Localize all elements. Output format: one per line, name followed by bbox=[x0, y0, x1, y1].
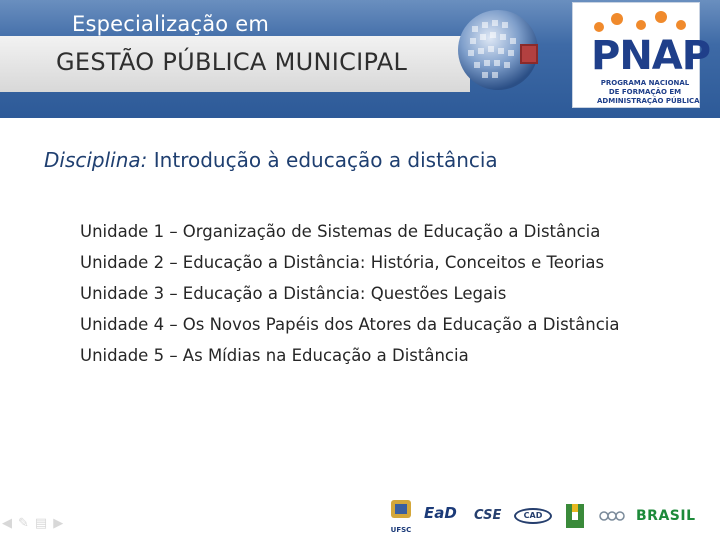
prev-slide-icon[interactable]: ◀ bbox=[2, 516, 12, 531]
pnap-logo bbox=[572, 2, 711, 108]
u-emblem-icon bbox=[564, 502, 586, 530]
list-item: Unidade 5 – As Mídias na Educação a Distância bbox=[80, 346, 469, 365]
pen-icon[interactable]: ✎ bbox=[18, 516, 29, 531]
discipline-label: Disciplina: bbox=[44, 148, 148, 172]
pnap-logo-line2: DE FORMAÇÃO EM bbox=[608, 88, 682, 96]
pnap-logo-line1: PROGRAMA NACIONAL bbox=[600, 79, 690, 87]
discipline-heading bbox=[44, 148, 498, 172]
header-subtitle: Especialização em bbox=[72, 12, 269, 36]
capes-logo bbox=[598, 506, 626, 526]
header-title: GESTÃO PÚBLICA MUNICIPAL bbox=[56, 48, 408, 76]
pnap-figures-icon bbox=[593, 11, 689, 33]
partner-logos bbox=[384, 498, 714, 536]
slide-menu-icon[interactable]: ▤ bbox=[34, 516, 48, 531]
ufsc-seal-icon bbox=[388, 498, 414, 522]
ead-logo: EaD bbox=[424, 504, 457, 522]
ufsc-logo bbox=[388, 498, 414, 534]
cse-logo: CSE bbox=[474, 508, 502, 523]
cad-logo: CAD bbox=[514, 508, 552, 524]
list-item: Unidade 1 – Organização de Sistemas de Educação a Distância bbox=[80, 222, 601, 241]
units-list bbox=[80, 216, 619, 371]
list-item: Unidade 2 – Educação a Distância: História, Conceitos e Teorias bbox=[80, 253, 605, 272]
pnap-logo-title: PNAP bbox=[591, 33, 711, 79]
list-item: Unidade 4 – Os Novos Papéis dos Atores da Educação a Distância bbox=[80, 315, 620, 334]
pnap-logo-line3: ADMINISTRAÇÃO PÚBLICA bbox=[597, 97, 700, 105]
list-item: Unidade 3 – Educação a Distância: Questões Legais bbox=[80, 284, 507, 303]
globe-icon bbox=[452, 4, 548, 100]
discipline-title: Introdução à educação a distância bbox=[153, 148, 498, 172]
capes-icon bbox=[598, 506, 626, 526]
next-slide-icon[interactable]: ▶ bbox=[53, 516, 64, 531]
slideshow-nav bbox=[2, 516, 63, 531]
ufsc-label: UFSC bbox=[390, 526, 412, 534]
unasus-logo bbox=[564, 502, 586, 530]
brasil-logo: BRASIL bbox=[636, 508, 696, 524]
